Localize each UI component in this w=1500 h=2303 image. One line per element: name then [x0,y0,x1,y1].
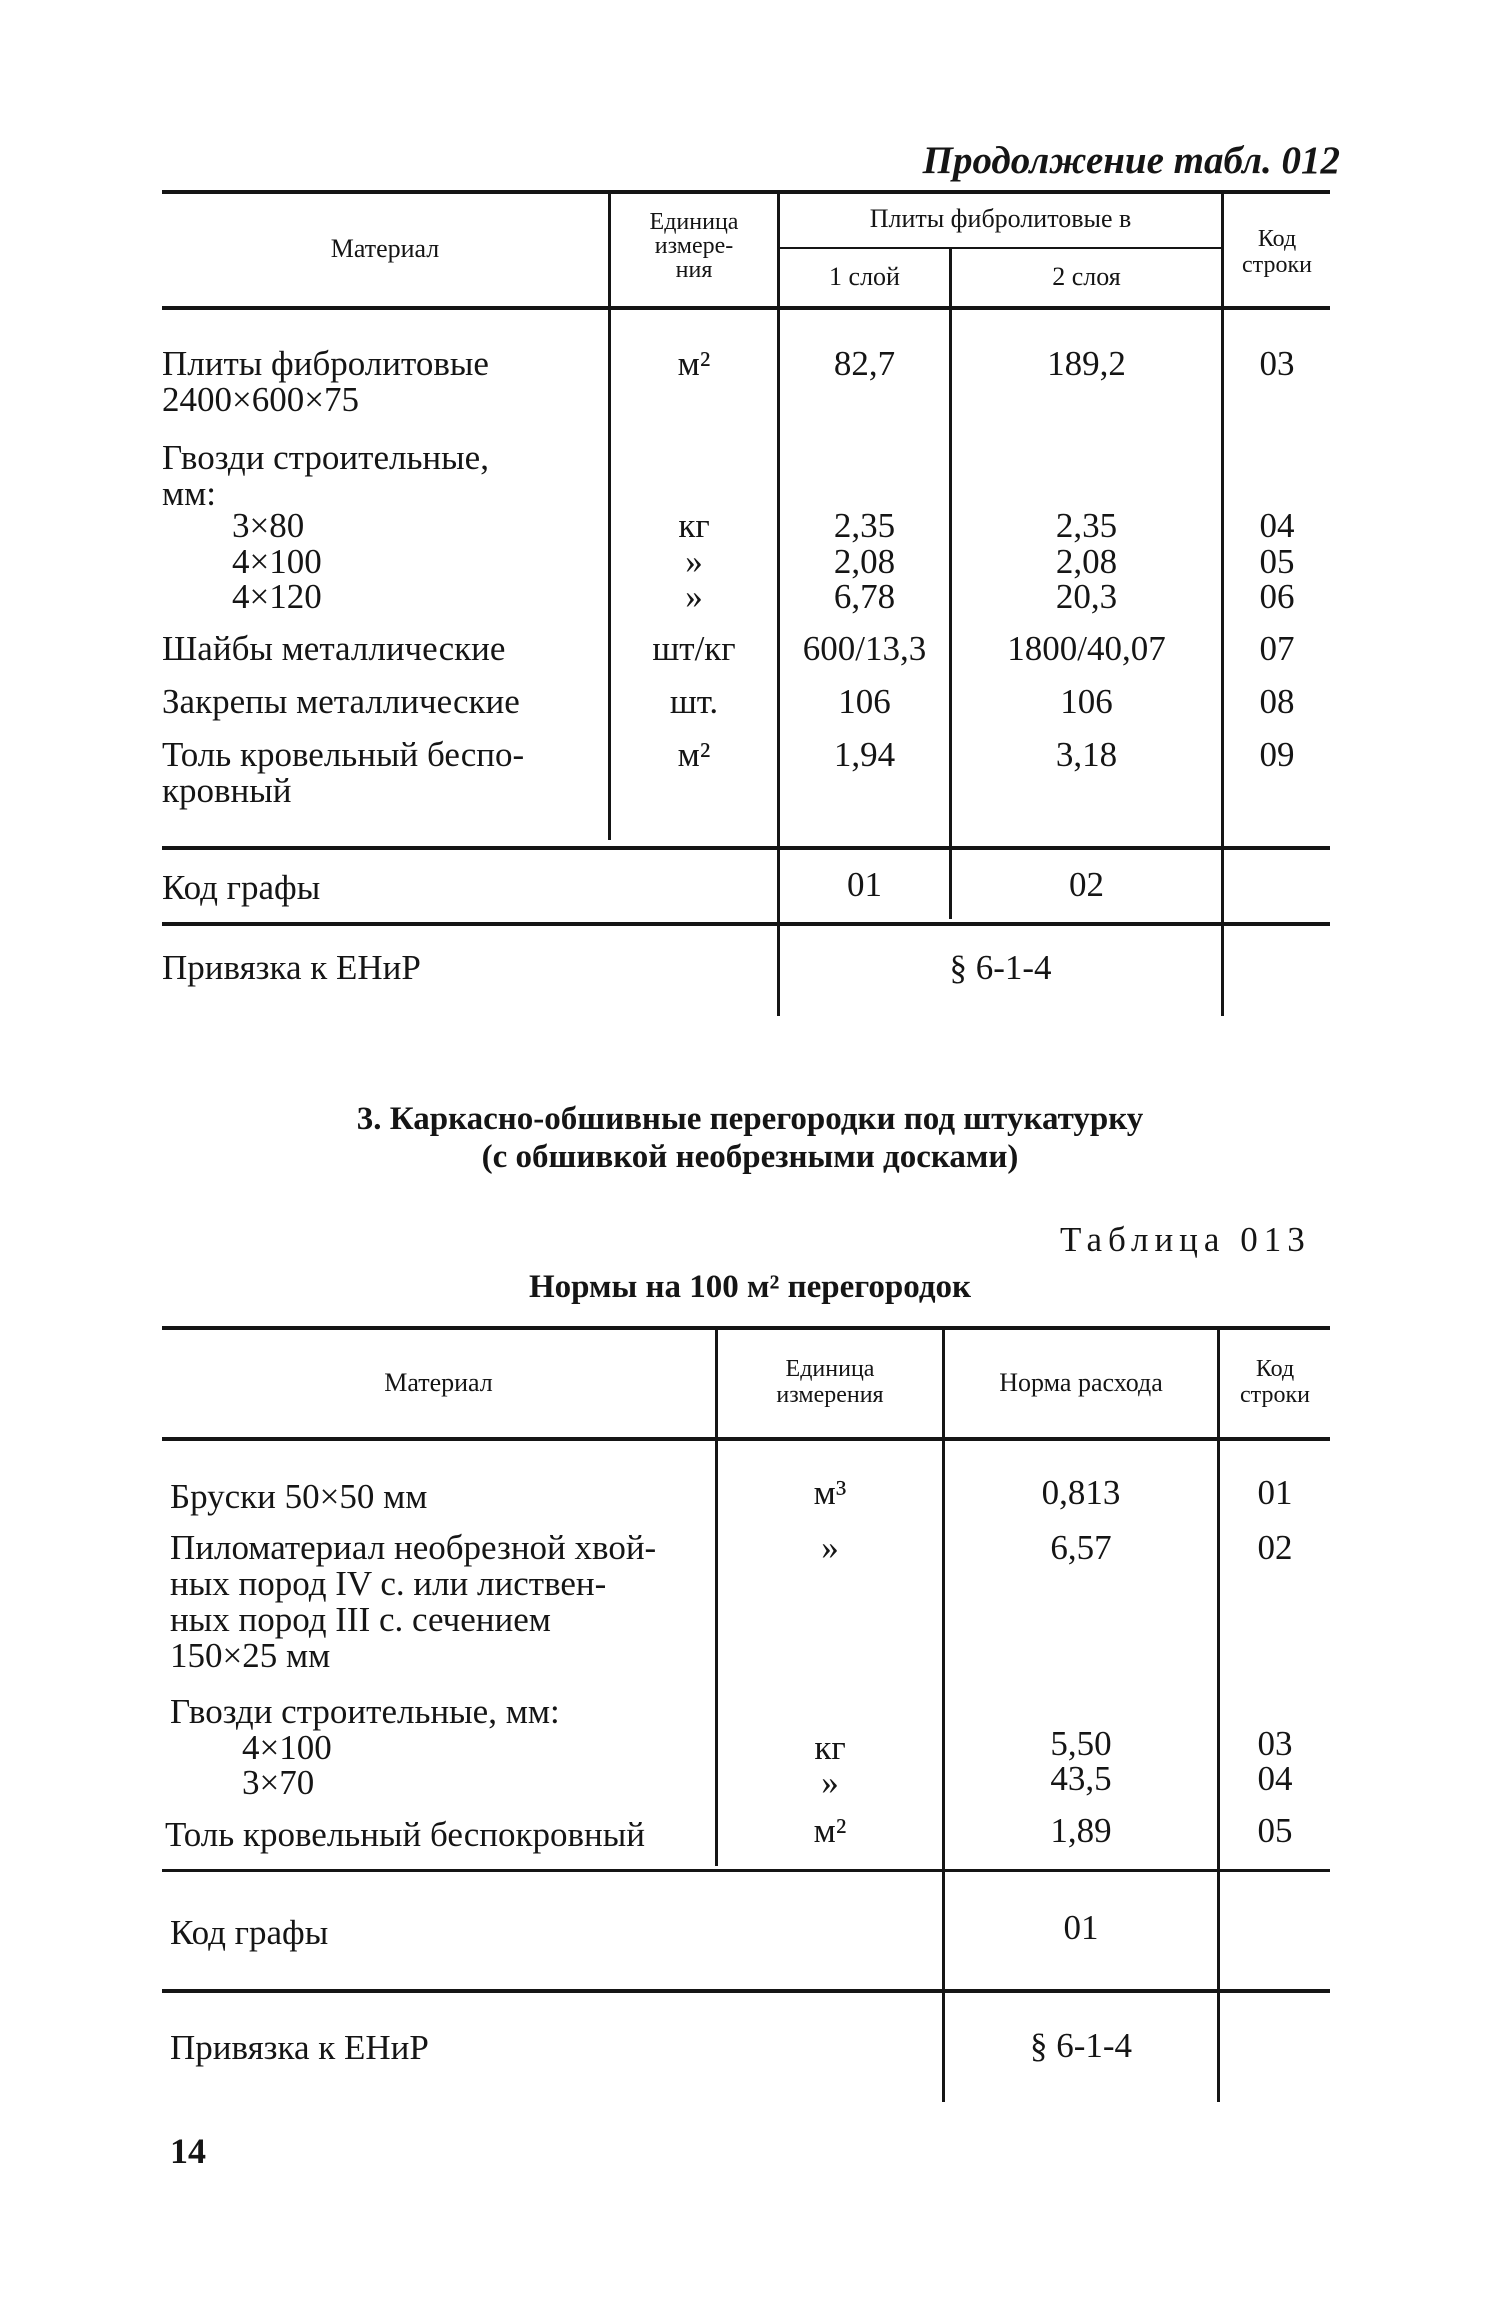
table-row-v1: 1,94 [833,735,896,774]
table-row-unit: шт/кг [652,629,736,668]
table-row-material: 3×80 [232,506,305,545]
header-code: Код строки [1242,226,1312,278]
table-row-unit: м² [813,1811,847,1850]
table-row-code: 04 [1259,506,1295,545]
table-row-v2: 106 [1060,682,1113,721]
table-row-material: Толь кровельный беспокровный [165,1815,646,1854]
section-title: 3. Каркасно-обшивные перегородки под штукатурку (с обшивкой необрезными досками) [356,1101,1144,1175]
table-row-v1: 2,35 [833,506,896,545]
table-row-code: 03 [1257,1724,1293,1763]
table-013-top-rule [162,1326,1330,1330]
table-012-body-rule [162,846,1330,850]
table-row-material-cont: кровный [162,771,292,810]
table-row-material: 4×100 [232,542,322,581]
table-row-code: 04 [1257,1759,1293,1798]
table-row-value: 0,813 [1041,1473,1121,1512]
table-row-v2: 2,35 [1055,506,1118,545]
table-row-material: Толь кровельный беспо- [162,735,525,774]
header-group: Плиты фибролитовые в [869,204,1132,233]
header-col2: 2 слоя [1052,262,1121,291]
table-row-code: 02 [1257,1528,1293,1567]
table-row-material: Шайбы металлические [162,629,506,668]
table-row-unit: м² [677,735,711,774]
table-row-unit: кг [814,1728,846,1767]
table-row-unit: м² [677,344,711,383]
table-row-v1: 2,08 [833,542,896,581]
table-row-value: 5,50 [1050,1724,1112,1763]
table-row-v1: 6,78 [833,577,896,616]
table-013-body-rule [162,1869,1330,1872]
header-material: Материал [330,234,440,263]
table-row-v2: 20,3 [1055,577,1118,616]
table-row-material-cont: 2400×600×75 [162,380,359,419]
table-row-value: 1,89 [1050,1811,1112,1850]
table-row-code: 05 [1259,542,1295,581]
header-col1: 1 слой [829,262,900,291]
table-row-material: Гвозди строительные, мм: [170,1692,560,1731]
table-row-material: Гвозди строительные, [162,438,489,477]
table-row-value: 6,57 [1050,1528,1112,1567]
table-row-unit: » [821,1763,839,1802]
table-row-v1: 106 [838,682,891,721]
table-row-code: 05 [1257,1811,1293,1850]
privyazka-label: Привязка к ЕНиР [170,2028,429,2067]
header-material: Материал [384,1368,493,1397]
table-row-v1: 600/13,3 [802,629,927,668]
table-row-material: Плиты фибролитовые [162,344,489,383]
table-row-material-cont: мм: [162,474,217,513]
table-row-v2: 1800/40,07 [1007,629,1166,668]
table-row-code: 08 [1259,682,1295,721]
table-row-v1: 82,7 [833,344,896,383]
table-row-material-cont: 150×25 мм [170,1636,331,1675]
header-norma: Норма расхода [999,1368,1163,1397]
continuation-caption: Продолжение табл. 012 [922,139,1340,182]
table-012-footer-rule [162,922,1330,926]
kod-grafy-label: Код графы [162,868,321,907]
table-row-v2: 2,08 [1055,542,1118,581]
privyazka-value: § 6-1-4 [949,948,1052,987]
kod-grafy-2: 02 [1069,865,1104,904]
table-row-material: 4×100 [242,1728,332,1767]
kod-grafy-1: 01 [1063,1908,1099,1947]
table-row-code: 06 [1259,577,1295,616]
table-013-footer-rule [162,1989,1330,1993]
header-code: Код строки [1240,1356,1310,1408]
table-row-v2: 189,2 [1047,344,1126,383]
table-row-material: Закрепы металлические [162,682,520,721]
table-row-unit: м³ [813,1473,847,1512]
page-number: 14 [170,2131,206,2171]
table-013-vrule-code [1217,1330,1220,2102]
table-row-code: 09 [1259,735,1295,774]
privyazka-value: § 6-1-4 [1029,2026,1133,2065]
table-012-top-rule [162,190,1330,194]
table-row-code: 07 [1259,629,1295,668]
table-row-unit: кг [678,506,710,545]
kod-grafy-label: Код графы [170,1913,329,1952]
table-013-vrule-norma [942,1330,945,2102]
table-row-code: 01 [1257,1473,1293,1512]
table-012-header-rule [162,306,1330,310]
header-unit: Единица измерения [776,1356,884,1408]
table-row-unit: » [685,542,703,581]
kod-grafy-1: 01 [847,865,882,904]
table-row-material: Пиломатериал необрезной хвой- ных пород IV с. или листвен- ных пород III с. сечением [170,1528,657,1639]
table-row-material: Бруски 50×50 мм [170,1477,428,1516]
table-012-subheader-rule [778,247,1223,249]
norms-title: Нормы на 100 м² перегородок [528,1269,972,1305]
table-row-value: 43,5 [1050,1759,1112,1798]
table-row-v2: 3,18 [1055,735,1118,774]
table-row-unit: » [685,577,703,616]
table-013-header-rule [162,1437,1330,1441]
privyazka-label: Привязка к ЕНиР [162,948,421,987]
table-row-material: 4×120 [232,577,322,616]
header-unit: Единица измере- ния [649,209,739,283]
table-label: Таблица 013 [1060,1220,1311,1259]
table-row-code: 03 [1259,344,1295,383]
table-row-material: 3×70 [242,1763,315,1802]
table-row-unit: шт. [669,682,719,721]
table-row-unit: » [821,1528,839,1567]
